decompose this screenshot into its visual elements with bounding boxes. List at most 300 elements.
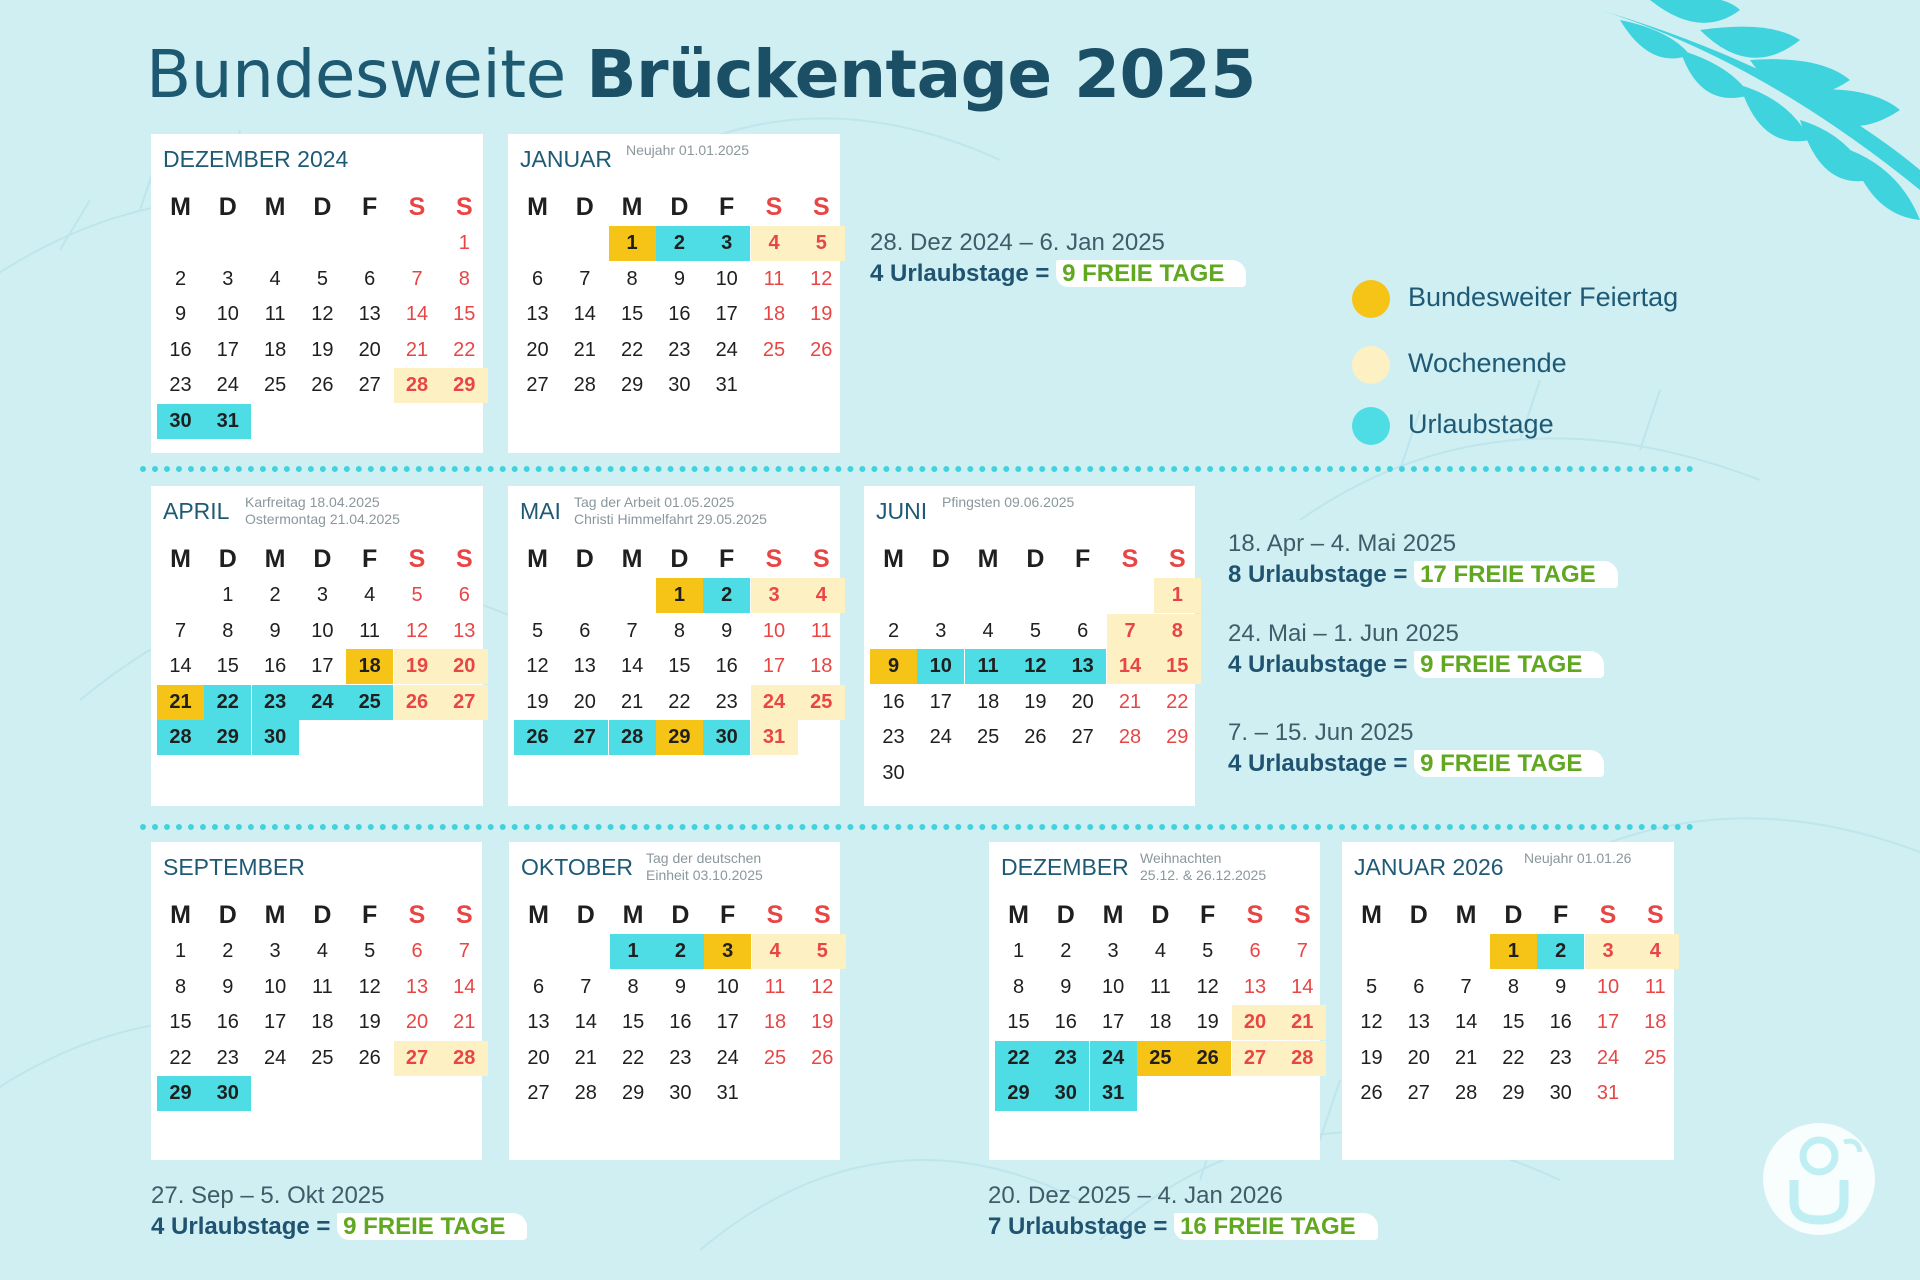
summary-vacation-days: 4 Urlaubstage = <box>151 1213 331 1240</box>
summary-dates: 20. Dez 2025 – 4. Jan 2026 <box>988 1182 1283 1209</box>
calendar-day: 18 <box>1644 1011 1667 1033</box>
summary-free-days: 9 FREIE TAGE <box>1414 750 1604 777</box>
calendar-day: 22 <box>621 1046 645 1069</box>
calendar-day: 27 <box>394 1041 441 1076</box>
calendar-day: 9 <box>674 975 686 998</box>
calendar-day: 4 <box>751 226 798 261</box>
calendar-day: 22 <box>453 338 476 361</box>
calendar-day: 28 <box>1118 726 1142 748</box>
calendar-day: 21 <box>405 338 429 361</box>
weekday-header: F <box>362 901 378 929</box>
calendar-day: 6 <box>532 975 545 998</box>
holiday-note: Weihnachten 25.12. & 26.12.2025 <box>1140 850 1267 883</box>
weekday-header: D <box>931 545 950 573</box>
calendar-day: 5 <box>316 267 328 290</box>
calendar-day: 1 <box>174 940 187 962</box>
calendar-day: 15 <box>621 1011 645 1033</box>
title-bold: Brückentage 2025 <box>586 36 1256 113</box>
calendar-day: 7 <box>626 619 638 642</box>
weekday-header: D <box>313 193 332 221</box>
calendar-day: 18 <box>1149 1011 1172 1033</box>
weekday-header: S <box>1121 545 1139 573</box>
calendar-day: 12 <box>1012 649 1059 684</box>
calendar-day: 23 <box>882 726 905 748</box>
calendar-day: 5 <box>531 619 544 642</box>
calendar-day: 11 <box>312 975 333 998</box>
summary-free-days: 9 FREIE TAGE <box>337 1213 527 1240</box>
calendar-day: 8 <box>222 619 234 642</box>
calendar-day: 16 <box>882 690 905 713</box>
calendar-day: 31 <box>716 1082 739 1104</box>
calendar-day: 27 <box>526 374 549 396</box>
summary-vacation-days: 8 Urlaubstage = <box>1228 561 1408 588</box>
calendar-day: 18 <box>763 1011 787 1033</box>
calendar-day: 29 <box>1166 726 1189 748</box>
calendar-day: 24 <box>716 1046 739 1069</box>
weekday-header: S <box>408 193 426 221</box>
calendar-day: 18 <box>346 649 393 684</box>
summary-vacation-days: 4 Urlaubstage = <box>870 260 1050 287</box>
summary-christmas <box>988 1180 1378 1242</box>
weekday-header: M <box>527 193 548 221</box>
weekday-header: S <box>1246 901 1264 929</box>
calendar-day: 1 <box>609 226 656 261</box>
calendar-day: 15 <box>453 303 476 325</box>
calendar-day: 4 <box>316 940 328 962</box>
weekday-header: M <box>264 901 286 929</box>
calendar-day: 11 <box>1644 975 1666 998</box>
weekday-header: D <box>1026 545 1045 573</box>
calendar-day: 3 <box>935 619 947 642</box>
calendar-day: 9 <box>1060 975 1072 998</box>
calendar-day: 29 <box>1502 1082 1525 1104</box>
weekday-header: S <box>812 545 830 573</box>
weekday-header: M <box>527 545 548 573</box>
calendar-day: 26 <box>358 1046 381 1069</box>
weekday-header: D <box>1056 901 1075 929</box>
calendar-card-jan-2026 <box>1342 842 1674 1160</box>
calendar-day: 13 <box>527 1011 550 1033</box>
calendar-day: 8 <box>174 975 187 998</box>
calendar-day: 26 <box>1184 1041 1231 1076</box>
holiday-note: Pfingsten 09.06.2025 <box>942 494 1075 510</box>
calendar-day: 25 <box>311 1046 334 1069</box>
weekday-header: S <box>455 901 473 929</box>
weekday-header: M <box>622 901 644 929</box>
calendar-day: 2 <box>222 940 234 962</box>
calendar-day: 17 <box>929 690 952 713</box>
calendar-day: 21 <box>573 338 596 361</box>
summary-dates: 24. Mai – 1. Jun 2025 <box>1228 620 1459 647</box>
holiday-note: Tag der Arbeit 01.05.2025 Christi Himmelfahrt 29.05.2025 <box>574 494 767 527</box>
calendar-day: 27 <box>1232 1041 1279 1076</box>
weekday-header: F <box>1075 545 1091 573</box>
calendar-day: 13 <box>526 303 549 325</box>
calendar-day: 31 <box>715 374 738 396</box>
calendar-day: 8 <box>1012 975 1025 998</box>
calendar-day: 26 <box>811 1046 834 1069</box>
weekday-header: S <box>765 545 783 573</box>
calendar-day: 31 <box>1596 1082 1620 1104</box>
weekday-header: F <box>1553 901 1569 929</box>
calendar-day: 12 <box>526 655 549 677</box>
calendar-day: 23 <box>1042 1041 1089 1076</box>
month-name: APRIL <box>163 498 230 524</box>
calendar-day: 28 <box>574 1082 597 1104</box>
month-name: JANUAR <box>520 146 613 172</box>
vacation-dot-icon <box>1352 407 1390 445</box>
calendar-card-dez-2025 <box>989 842 1320 1160</box>
calendar-day: 20 <box>358 338 381 361</box>
calendar-day: 5 <box>411 584 423 606</box>
calendar-day: 1 <box>1154 578 1201 613</box>
calendar-day: 30 <box>882 761 905 784</box>
calendar-day: 3 <box>316 584 328 606</box>
calendar-day: 26 <box>394 685 441 720</box>
calendar-day: 3 <box>704 934 751 969</box>
summary-dates: 7. – 15. Jun 2025 <box>1228 719 1414 746</box>
calendar-day: 1 <box>1490 934 1537 969</box>
summary-free-days: 9 FREIE TAGE <box>1414 651 1604 678</box>
calendar-day: 18 <box>976 690 1000 713</box>
calendar-day: 31 <box>1090 1076 1137 1111</box>
calendar-day: 27 <box>561 720 608 755</box>
calendar-day: 24 <box>929 726 952 748</box>
calendar-day: 19 <box>811 1011 834 1033</box>
calendar-card-okt-2025 <box>509 842 840 1160</box>
calendar-day: 8 <box>1154 614 1201 649</box>
calendar-day: 30 <box>204 1076 251 1111</box>
calendar-day: 5 <box>1365 975 1378 998</box>
calendar-day: 7 <box>1107 614 1154 649</box>
calendar-day: 6 <box>1077 619 1089 642</box>
month-name: OKTOBER <box>521 854 634 880</box>
calendar-day: 13 <box>1059 649 1106 684</box>
summary-vacation-days: 7 Urlaubstage = <box>988 1213 1168 1240</box>
calendar-day: 12 <box>811 975 834 998</box>
calendar-day: 30 <box>1549 1082 1572 1104</box>
calendar-day: 23 <box>169 374 192 396</box>
calendar-day: 28 <box>441 1041 488 1076</box>
calendar-day: 19 <box>394 649 441 684</box>
weekday-header: S <box>455 193 473 221</box>
calendar-day: 5 <box>1029 619 1041 642</box>
month-name: DEZEMBER <box>1001 854 1129 880</box>
calendar-day: 2 <box>703 578 750 613</box>
weekday-header: M <box>170 545 191 573</box>
calendar-day: 4 <box>364 584 376 606</box>
calendar-day: 13 <box>453 619 476 642</box>
summary-easter <box>1228 528 1618 590</box>
weekday-header: S <box>408 901 426 929</box>
calendar-day: 25 <box>1644 1046 1667 1069</box>
weekday-header: D <box>1409 901 1428 929</box>
calendar-day: 23 <box>252 685 299 720</box>
weekday-header: M <box>621 545 643 573</box>
calendar-day: 18 <box>810 655 833 677</box>
calendar-day: 14 <box>1454 1011 1478 1033</box>
calendar-day: 2 <box>656 226 703 261</box>
weekday-header: M <box>170 901 191 929</box>
calendar-day: 24 <box>1596 1046 1620 1069</box>
calendar-day: 12 <box>1360 1011 1383 1033</box>
weekday-header: S <box>1599 901 1617 929</box>
calendar-day: 14 <box>1291 975 1314 998</box>
weekday-header: F <box>719 193 735 221</box>
calendar-day: 19 <box>358 1011 381 1033</box>
calendar-day: 20 <box>573 690 596 713</box>
calendar-day: 9 <box>721 619 733 642</box>
calendar-day: 25 <box>798 685 845 720</box>
calendar-day: 27 <box>358 374 381 396</box>
weekday-header: M <box>883 545 904 573</box>
divider-line-2 <box>140 824 1694 830</box>
calendar-day: 19 <box>1196 1011 1219 1033</box>
calendar-day: 5 <box>799 934 846 969</box>
calendar-day: 30 <box>668 374 691 396</box>
calendar-day: 14 <box>169 655 192 677</box>
calendar-card-jun-2025 <box>864 486 1195 806</box>
calendar-day: 11 <box>764 975 786 998</box>
calendar-day: 4 <box>752 934 799 969</box>
calendar-day: 5 <box>798 226 845 261</box>
calendar-day: 25 <box>762 338 786 361</box>
calendar-day: 29 <box>620 374 644 396</box>
calendar-day: 19 <box>311 338 334 361</box>
calendar-day: 16 <box>169 338 192 361</box>
calendar-day: 23 <box>216 1046 239 1069</box>
weekday-header: D <box>670 545 689 573</box>
calendar-day: 15 <box>1007 1011 1030 1033</box>
month-name: DEZEMBER 2024 <box>163 146 349 172</box>
weekday-header: D <box>575 193 594 221</box>
calendar-day: 14 <box>620 655 644 677</box>
calendar-day: 9 <box>870 649 917 684</box>
calendar-day: 28 <box>157 720 204 755</box>
calendar-day: 17 <box>216 338 239 361</box>
calendar-card-sep-2025 <box>151 842 482 1160</box>
calendar-day: 31 <box>204 404 251 439</box>
weekday-header: M <box>977 545 999 573</box>
calendar-day: 8 <box>627 975 639 998</box>
calendar-day: 27 <box>1071 726 1094 748</box>
calendar-day: 20 <box>1071 690 1094 713</box>
holiday-note: Neujahr 01.01.26 <box>1524 850 1632 866</box>
summary-vacation-days: 4 Urlaubstage = <box>1228 750 1408 777</box>
calendar-day: 1 <box>222 584 234 606</box>
summary-dates: 28. Dez 2024 – 6. Jan 2025 <box>870 229 1165 256</box>
calendar-day: 14 <box>574 1011 597 1033</box>
weekday-header: S <box>765 193 783 221</box>
calendar-day: 22 <box>995 1041 1042 1076</box>
calendar-day: 4 <box>982 619 994 642</box>
calendar-day: 23 <box>715 690 738 713</box>
calendar-day: 26 <box>311 374 334 396</box>
weekday-header: M <box>1102 901 1124 929</box>
calendar-day: 9 <box>1555 975 1567 998</box>
calendar-day: 12 <box>358 975 381 998</box>
calendar-day: 27 <box>1407 1082 1430 1104</box>
weekday-header: D <box>313 545 332 573</box>
calendar-day: 24 <box>216 374 239 396</box>
calendar-day: 17 <box>311 655 334 677</box>
legend-label: Bundesweiter Feiertag <box>1408 282 1679 312</box>
calendar-day: 28 <box>1454 1082 1478 1104</box>
calendar-day: 21 <box>1454 1046 1478 1069</box>
calendar-day: 14 <box>573 303 596 325</box>
weekday-header: D <box>1151 901 1170 929</box>
calendar-day: 15 <box>1154 649 1201 684</box>
weekday-header: D <box>670 193 689 221</box>
summary-free-days: 16 FREIE TAGE <box>1174 1213 1378 1240</box>
calendar-day: 3 <box>1107 940 1119 962</box>
legend-label: Urlaubstage <box>1408 409 1554 439</box>
weekday-header: D <box>575 545 594 573</box>
weekday-header: D <box>671 901 690 929</box>
calendar-day: 17 <box>716 1011 739 1033</box>
calendar-day: 4 <box>1632 934 1679 969</box>
summary-dates: 27. Sep – 5. Okt 2025 <box>151 1182 385 1209</box>
calendar-day: 29 <box>157 1076 204 1111</box>
calendar-day: 29 <box>656 720 703 755</box>
calendar-day: 11 <box>359 619 381 642</box>
calendar-day: 19 <box>526 690 549 713</box>
calendar-day: 15 <box>1502 1011 1525 1033</box>
weekday-header: M <box>621 193 643 221</box>
page-title <box>146 36 1256 113</box>
month-name: MAI <box>520 498 561 524</box>
calendar-day: 29 <box>995 1076 1042 1111</box>
calendar-day: 22 <box>1166 690 1189 713</box>
calendar-day: 21 <box>620 690 644 713</box>
weekday-header: M <box>1008 901 1029 929</box>
weekday-header: S <box>455 545 473 573</box>
calendar-day: 29 <box>204 720 251 755</box>
calendar-day: 10 <box>762 619 786 642</box>
calendar-day: 6 <box>364 267 376 290</box>
calendar-day: 19 <box>810 303 833 325</box>
calendar-day: 16 <box>216 1011 239 1033</box>
calendar-day: 13 <box>573 655 596 677</box>
calendar-day: 12 <box>405 619 429 642</box>
calendar-day: 3 <box>269 940 281 962</box>
calendar-day: 31 <box>751 720 798 755</box>
calendar-day: 2 <box>174 267 187 290</box>
legend-label: Wochenende <box>1408 348 1567 378</box>
weekday-header: F <box>362 545 378 573</box>
calendar-day: 30 <box>1042 1076 1089 1111</box>
month-name: SEPTEMBER <box>163 854 305 880</box>
calendar-day: 21 <box>157 685 204 720</box>
calendar-day: 13 <box>358 303 381 325</box>
calendar-day: 7 <box>1296 940 1308 962</box>
calendar-day: 28 <box>1279 1041 1326 1076</box>
calendar-day: 2 <box>1060 940 1072 962</box>
calendar-day: 21 <box>453 1011 476 1033</box>
calendar-card-mai-2025 <box>508 486 840 806</box>
calendar-day: 16 <box>669 1011 692 1033</box>
weekday-header: S <box>766 901 784 929</box>
calendar-day: 25 <box>263 374 287 396</box>
calendar-day: 28 <box>394 368 441 403</box>
calendar-day: 1 <box>610 934 657 969</box>
calendar-day: 16 <box>668 303 691 325</box>
calendar-day: 19 <box>1024 690 1047 713</box>
weekday-header: F <box>720 901 736 929</box>
calendar-day: 15 <box>216 655 239 677</box>
calendar-day: 24 <box>715 338 738 361</box>
calendar-day: 25 <box>763 1046 787 1069</box>
calendar-day: 24 <box>299 685 346 720</box>
calendar-day: 22 <box>1502 1046 1525 1069</box>
calendar-card-dez-2024 <box>151 134 483 453</box>
calendar-day: 1 <box>656 578 703 613</box>
calendar-day: 12 <box>810 267 833 290</box>
calendar-day: 2 <box>657 934 704 969</box>
calendar-day: 30 <box>703 720 750 755</box>
calendar-day: 25 <box>1137 1041 1184 1076</box>
calendar-day: 6 <box>1413 975 1425 998</box>
calendar-day: 24 <box>1090 1041 1137 1076</box>
weekday-header: D <box>1504 901 1523 929</box>
calendar-day: 22 <box>668 690 691 713</box>
calendar-day: 4 <box>798 578 845 613</box>
calendar-day: 25 <box>976 726 1000 748</box>
calendar-day: 27 <box>527 1082 550 1104</box>
calendar-day: 9 <box>673 267 685 290</box>
calendar-day: 6 <box>579 619 591 642</box>
calendar-day: 2 <box>887 619 900 642</box>
calendar-day: 9 <box>269 619 281 642</box>
weekday-header: D <box>576 901 595 929</box>
month-name: JUNI <box>876 498 928 524</box>
calendar-day: 2 <box>1537 934 1584 969</box>
calendar-day: 30 <box>157 404 204 439</box>
calendar-day: 5 <box>1202 940 1214 962</box>
calendar-day: 22 <box>620 338 644 361</box>
calendar-day: 16 <box>1054 1011 1077 1033</box>
calendar-day: 22 <box>204 685 251 720</box>
calendar-day: 3 <box>1585 934 1632 969</box>
calendar-day: 5 <box>364 940 376 962</box>
calendar-day: 7 <box>580 975 592 998</box>
calendar-day: 24 <box>263 1046 287 1069</box>
weekday-header: M <box>1455 901 1477 929</box>
calendar-day: 14 <box>453 975 476 998</box>
calendar-card-jan-2025 <box>508 134 840 453</box>
calendar-day: 28 <box>573 374 596 396</box>
weekday-header: M <box>264 545 286 573</box>
calendar-day: 11 <box>763 267 785 290</box>
calendar-day: 8 <box>626 267 638 290</box>
calendar-day: 10 <box>216 303 239 325</box>
calendar-day: 1 <box>458 232 470 254</box>
calendar-day: 7 <box>579 267 591 290</box>
weekday-header: S <box>1646 901 1664 929</box>
weekday-header: D <box>313 901 332 929</box>
calendar-day: 8 <box>673 619 685 642</box>
holiday-note: Neujahr 01.01.2025 <box>626 142 749 158</box>
calendar-day: 6 <box>531 267 544 290</box>
weekday-header: M <box>1361 901 1382 929</box>
calendar-day: 29 <box>441 368 488 403</box>
calendar-day: 23 <box>669 1046 692 1069</box>
calendar-day: 20 <box>526 338 549 361</box>
calendar-day: 14 <box>405 303 429 325</box>
calendar-day: 6 <box>458 584 470 606</box>
calendar-day: 20 <box>405 1011 429 1033</box>
calendar-day: 11 <box>264 303 286 325</box>
